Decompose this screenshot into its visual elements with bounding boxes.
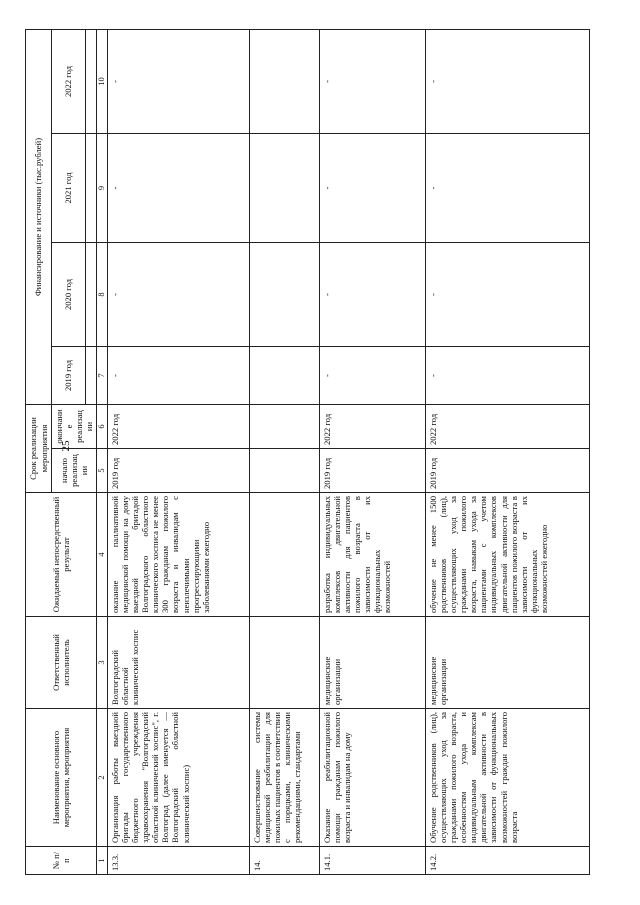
header-2021: 2021 год (52, 134, 86, 243)
col-number: 7 (97, 347, 108, 405)
row-f2019 (250, 347, 320, 405)
row-name: Совершенствование системы медицинской реабилитации для пожилых пациентов в соответствии с порядками, клиническими рекомендациями, стандартами (250, 709, 320, 847)
col-number: 9 (97, 134, 108, 243)
row-f2022 (250, 29, 320, 133)
header-funding: Финансирование и источники (тыс.рублей) (26, 29, 52, 404)
header-term: Срок реализации мероприятия (26, 405, 52, 493)
header-result: Ожидаемый непосредственный результат (26, 493, 97, 617)
header-2019: 2019 год (52, 347, 86, 405)
row-f2022: - (426, 29, 590, 133)
row-start: 2019 год (108, 449, 250, 493)
header-term-end: окончание реализации (52, 405, 97, 449)
row-start: 2019 год (320, 449, 426, 493)
row-f2019: - (108, 347, 250, 405)
row-end: 2022 год (320, 405, 426, 449)
col-number: 10 (97, 29, 108, 133)
col-number: 6 (97, 405, 108, 449)
header-no: № п/п (26, 847, 97, 875)
row-no: 14.2. (426, 847, 590, 875)
row-result: разработка индивидуальных комплексов двигательной активности для пациентов пожилого возраста в зависимости от их функциональных возможностей (320, 493, 426, 617)
row-f2021: - (108, 134, 250, 243)
row-f2020: - (426, 243, 590, 347)
row-no: 14. (250, 847, 320, 875)
table-row (108, 29, 250, 874)
row-executor: медицинские организации (426, 617, 590, 709)
header-2020: 2020 год (52, 243, 86, 347)
row-f2020: - (320, 243, 426, 347)
program-table (25, 29, 590, 875)
row-name: Организация работы выездной бригады государственного бюджетного учреждения здравоохранения "Волгоградский областной клинический хоспис", г. Волгоград (далее именуется — Волгоградский областной клинический хоспис) (108, 709, 250, 847)
row-f2021: - (320, 134, 426, 243)
row-name: Обучение родственников (лиц), осуществляющих уход за гражданами пожилого возраста, особенностям ухода и индивидуальным комплексам двигательной активности в зависимости от функциональных возможностей граждан пожилого возраста (426, 709, 590, 847)
col-number: 8 (97, 243, 108, 347)
row-f2020: - (108, 243, 250, 347)
header-term-start: начало реализации (52, 449, 97, 493)
row-no: 13.3. (108, 847, 250, 875)
row-f2022: - (320, 29, 426, 133)
row-end (250, 405, 320, 449)
row-f2019: - (426, 347, 590, 405)
col-number: 2 (97, 709, 108, 847)
header-2022: 2022 год (52, 29, 86, 133)
col-number: 1 (97, 847, 108, 875)
col-number: 4 (97, 493, 108, 617)
page-number: 25 (60, 440, 72, 452)
row-f2019: - (320, 347, 426, 405)
row-result: обучение не менее 1500 родственников (лиц), осуществляющих уход за гражданами пожилого возраста, навыкам ухода за пациентами с учетом индивидуальных комплексов двигательной активности для пациентов пожилого возраста в зависимости от их функциональных возможностей ежегодно (426, 493, 590, 617)
col-number: 5 (97, 449, 108, 493)
row-no: 14.1. (320, 847, 426, 875)
rotated-page (25, 30, 640, 875)
row-f2022: - (108, 29, 250, 133)
row-f2021 (250, 134, 320, 243)
header-name: Наименование основного мероприятия, мероприятия (26, 709, 97, 847)
row-executor: медицинские организации (320, 617, 426, 709)
table-row (426, 29, 590, 874)
row-f2021: - (426, 134, 590, 243)
col-number: 3 (97, 617, 108, 709)
table-row (250, 29, 320, 874)
row-executor: Волгоградский областной клинический хоспис (108, 617, 250, 709)
header-executor: Ответственный исполнитель (26, 617, 97, 709)
row-name: Оказание реабилитационной помощи гражданам пожилого возраста и инвалидам на дому (320, 709, 426, 847)
table-row (320, 29, 426, 874)
row-start: 2019 год (426, 449, 590, 493)
row-executor (250, 617, 320, 709)
row-f2020 (250, 243, 320, 347)
row-end: 2022 год (426, 405, 590, 449)
row-start (250, 449, 320, 493)
row-result (250, 493, 320, 617)
row-end: 2022 год (108, 405, 250, 449)
row-result: оказание паллиативной медицинской помощи на дому выездной бригадой Волгоградского областного клинического хосписа не менее 300 гражданам пожилого возраста и инвалидам с неизлечимыми прогрессирующими заболеваниями ежегодно (108, 493, 250, 617)
